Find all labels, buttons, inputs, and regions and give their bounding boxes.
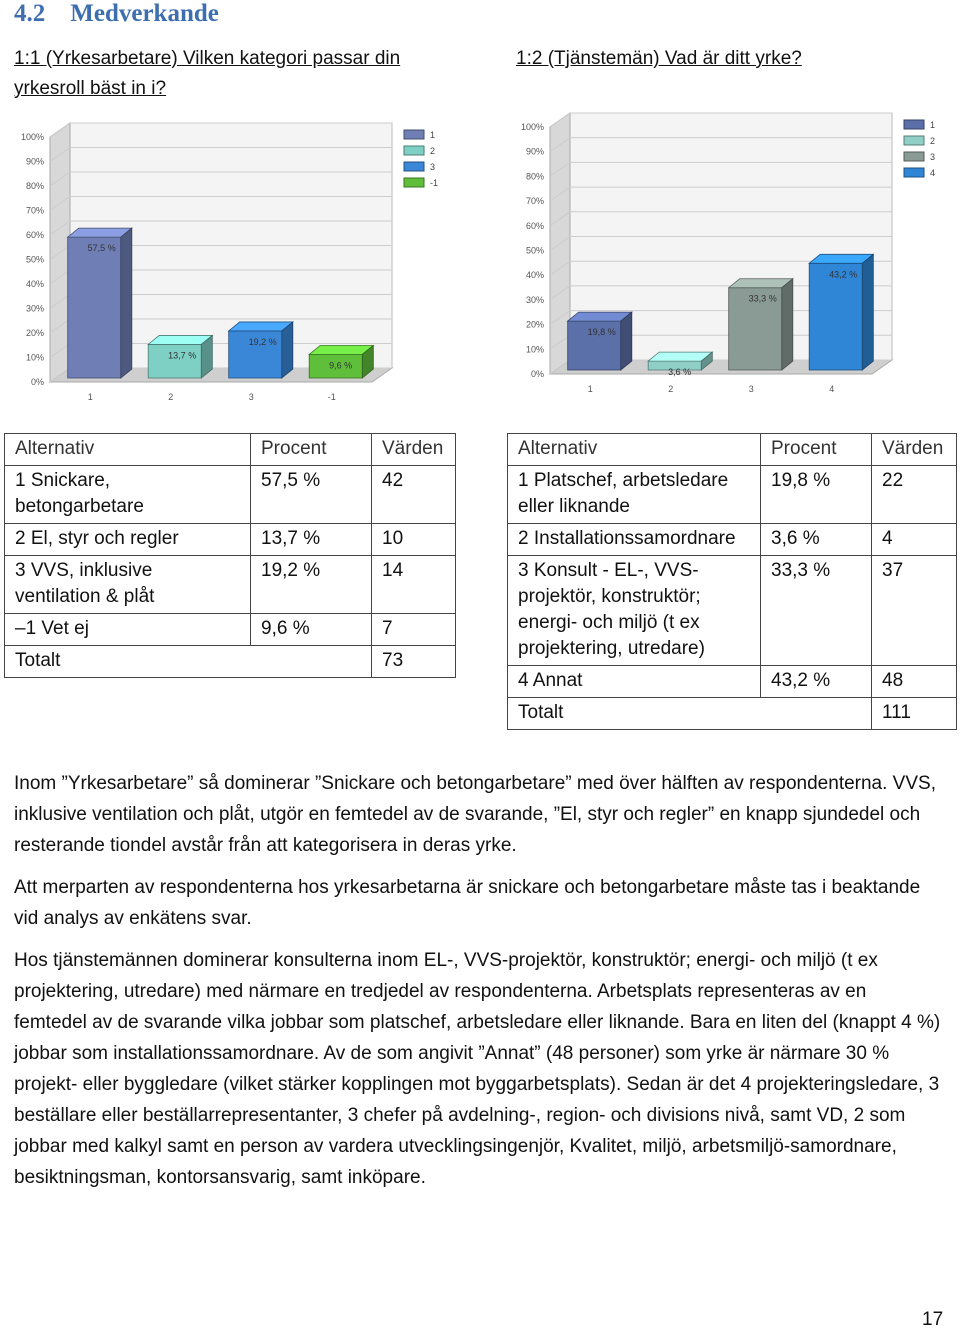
- chart-right: [520, 112, 940, 392]
- cell-varden: 7: [372, 614, 456, 646]
- y-tick-label: 60%: [525, 220, 544, 231]
- table-right: [507, 433, 957, 730]
- x-tick-label: -1: [327, 392, 336, 402]
- y-tick-label: 40%: [525, 270, 544, 281]
- question-left: 1:1 (Yrkesarbetare) Vilken kategori passar din yrkesroll bäst in i?: [14, 48, 401, 99]
- question-right: 1:2 (Tjänstemän) Vad är ditt yrke?: [516, 48, 802, 69]
- cell-procent: 13,7 %: [251, 524, 372, 556]
- table-header-row: [508, 434, 957, 466]
- bar: [729, 279, 793, 370]
- y-tick-label: 20%: [25, 328, 44, 338]
- legend-swatch: [904, 120, 924, 129]
- paragraph: Inom ”Yrkesarbetare” så dominerar ”Snickare och betongarbetare” med över hälften av respondenterna. VVS, inklusive ventilation och plåt, utgör en femtedel av de svarande, ”El, styr och regler” en knapp sjundedel och resterande tiondel avstår från att kategorisera in deras yrke.: [14, 773, 936, 856]
- cell-procent: 43,2 %: [761, 666, 872, 698]
- table-header-row: [5, 434, 456, 466]
- header-procent: Procent: [251, 434, 372, 466]
- y-tick-label: 10%: [25, 352, 44, 363]
- bar-side: [121, 228, 132, 378]
- data-label: 13,7 %: [168, 350, 197, 361]
- header-alternativ: Alternativ: [508, 434, 761, 466]
- table-row: [5, 556, 456, 614]
- data-label: 19,8 %: [587, 327, 616, 338]
- y-tick-label: 10%: [525, 344, 544, 355]
- data-label: 33,3 %: [748, 293, 777, 304]
- legend-swatch: [404, 130, 424, 139]
- cell-alternativ: 3 VVS, inklusive ventilation & plåt: [5, 556, 251, 614]
- y-tick-label: 30%: [25, 303, 44, 314]
- y-tick-label: 70%: [525, 196, 544, 207]
- y-tick-label: 40%: [25, 279, 44, 289]
- cell-alternativ: –1 Vet ej: [5, 614, 251, 646]
- table-row: [508, 556, 957, 666]
- table-row: [5, 524, 456, 556]
- cell-alternativ: 2 Installationssamordnare: [508, 524, 761, 556]
- cell-varden: 22: [872, 466, 957, 524]
- y-tick-label: 80%: [525, 171, 544, 182]
- cell-procent: 3,6 %: [761, 524, 872, 556]
- section-heading: 4.2 Medverkande: [14, 0, 219, 27]
- x-tick-label: 2: [168, 392, 174, 402]
- header-varden: Värden: [372, 434, 456, 466]
- y-tick-label: 0%: [530, 369, 544, 379]
- table-row: [508, 466, 957, 524]
- y-tick-label: 0%: [30, 377, 44, 387]
- header-procent: Procent: [761, 434, 872, 466]
- cell-varden: 42: [372, 466, 456, 524]
- legend-label: 3: [930, 152, 936, 162]
- y-tick-label: 50%: [25, 254, 44, 265]
- y-tick-label: 60%: [25, 230, 44, 240]
- data-label: 3,6 %: [668, 367, 692, 378]
- x-tick-label: 3: [748, 384, 754, 392]
- cell-procent: 9,6 %: [251, 614, 372, 646]
- table-row: [508, 666, 957, 698]
- legend-label: 2: [930, 136, 936, 146]
- legend-label: 4: [930, 168, 936, 178]
- y-tick-label: 50%: [525, 245, 544, 256]
- data-label: 43,2 %: [829, 269, 858, 280]
- bar-side: [782, 279, 793, 370]
- legend-label: 1: [430, 130, 436, 140]
- cell-procent: 19,8 %: [761, 466, 872, 524]
- bar: [229, 322, 293, 378]
- legend-swatch: [904, 168, 924, 177]
- cell-varden: 4: [872, 524, 957, 556]
- table-total-row: [5, 646, 456, 678]
- y-tick-label: 80%: [25, 181, 44, 191]
- x-tick-label: 4: [829, 384, 835, 392]
- legend-label: -1: [430, 178, 439, 188]
- y-tick-label: 100%: [520, 122, 544, 132]
- x-tick-label: 2: [668, 384, 674, 392]
- chart-left: [20, 112, 440, 412]
- bar-side: [282, 322, 293, 378]
- total-label: Totalt: [5, 646, 372, 678]
- cell-alternativ: 1 Platschef, arbetsledare eller liknande: [508, 466, 761, 524]
- x-tick-label: 1: [87, 392, 93, 402]
- cell-alternativ: 1 Snickare, betongarbetare: [5, 466, 251, 524]
- total-label: Totalt: [508, 698, 872, 730]
- legend-label: 2: [430, 146, 436, 156]
- legend-swatch: [404, 178, 424, 187]
- table-total-row: [508, 698, 957, 730]
- header-alternativ: Alternativ: [5, 434, 251, 466]
- table-row: [5, 614, 456, 646]
- legend-label: 1: [930, 120, 936, 130]
- x-tick-label: 1: [587, 384, 593, 392]
- legend-label: 3: [430, 162, 436, 172]
- bar-front: [809, 263, 862, 370]
- bar-side: [621, 312, 632, 370]
- y-tick-label: 90%: [25, 156, 44, 167]
- cell-varden: 37: [872, 556, 957, 666]
- bar-front: [68, 237, 121, 378]
- total-value: 111: [872, 698, 957, 730]
- cell-varden: 48: [872, 666, 957, 698]
- cell-alternativ: 2 El, styr och regler: [5, 524, 251, 556]
- cell-alternativ: 4 Annat: [508, 666, 761, 698]
- cell-procent: 57,5 %: [251, 466, 372, 524]
- legend-swatch: [404, 162, 424, 171]
- bar-side: [862, 254, 873, 370]
- table-row: [5, 466, 456, 524]
- data-label: 9,6 %: [329, 360, 353, 371]
- page-number: 17: [922, 1309, 944, 1330]
- y-tick-label: 30%: [525, 294, 544, 305]
- x-tick-label: 3: [248, 392, 254, 402]
- bar: [568, 312, 632, 370]
- cell-procent: 19,2 %: [251, 556, 372, 614]
- total-value: 73: [372, 646, 456, 678]
- cell-procent: 33,3 %: [761, 556, 872, 666]
- paragraph: Hos tjänstemännen dominerar konsulterna inom EL-, VVS-projektör, konstruktör; energi- och miljö (t ex projektering, utredare) med närmare en tredjedel av respondenterna. Arbetsplats representeras av en femtedel av de svarande vilka jobbar som platschef, arbetsledare eller liknande. Bara en liten del (knappt 4 %) jobbar som installationssamordnare. Av de som angivit ”Annat” (48 personer) som yrke är närmare 30 % projekt- eller byggledare (vilket stärker kopplingen mot byggarbetsplats). Sedan är det 4 projekteringsledare, 3 beställare eller beställarrepresentanter, 3 chefer på avdelning-, region- och divisions nivå, samt VD, 2 som jobbar med kalkyl samt en person av vardera utvecklingsingenjör, Kvalitet, miljö, arbetsmiljö-samordnare, besiktningsman, kontorsansvarig, samt inköpare.: [14, 950, 941, 1188]
- cell-varden: 14: [372, 556, 456, 614]
- y-tick-label: 20%: [525, 319, 544, 330]
- legend-swatch: [904, 152, 924, 161]
- paragraph: Att merparten av respondenterna hos yrkesarbetarna är snickare och betongarbetare måste tas i beaktande vid analys av enkätens svar.: [14, 877, 921, 929]
- cell-varden: 10: [372, 524, 456, 556]
- data-label: 57,5 %: [87, 243, 116, 254]
- legend-swatch: [404, 146, 424, 155]
- legend-swatch: [904, 136, 924, 145]
- table-row: [508, 524, 957, 556]
- table-left: [4, 433, 456, 678]
- y-tick-label: 100%: [20, 132, 44, 142]
- y-tick-label: 90%: [525, 146, 544, 157]
- cell-alternativ: 3 Konsult - EL-, VVS-projektör, konstruktör; energi- och miljö (t ex projektering, utredare): [508, 556, 761, 666]
- header-varden: Värden: [872, 434, 957, 466]
- y-tick-label: 70%: [25, 205, 44, 216]
- data-label: 19,2 %: [248, 336, 277, 347]
